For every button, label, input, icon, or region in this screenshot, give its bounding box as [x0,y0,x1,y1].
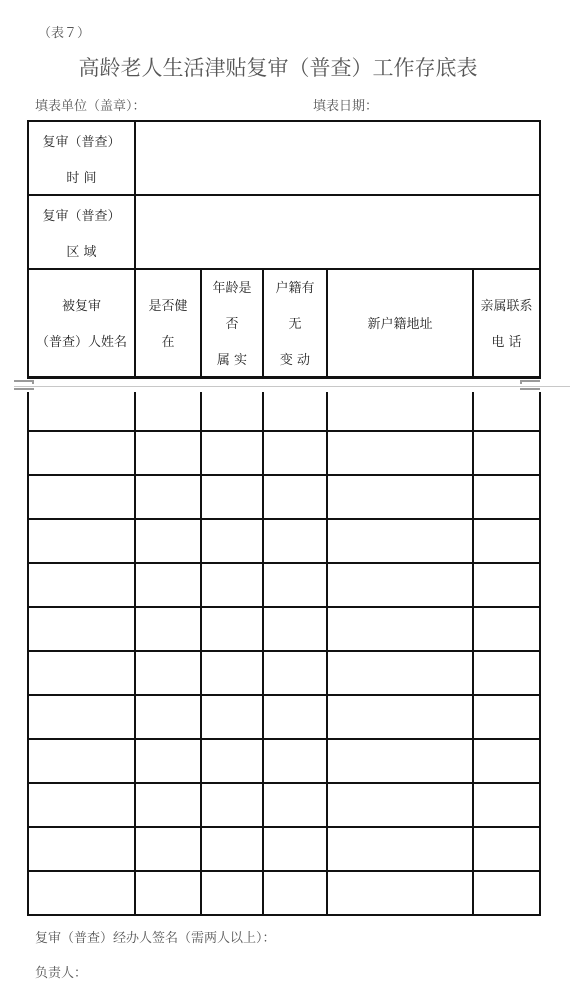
header-age-line2: 否 [225,317,239,332]
review-time-field[interactable] [136,122,539,194]
header-alive-line2: 在 [161,335,175,350]
header-new-address: 新户籍地址 [367,317,433,332]
form-table-header-section [27,120,541,379]
review-area-label-line1: 复审（普查） [42,209,121,224]
responsible-person-label: 负责人： [35,966,88,981]
table-row[interactable] [29,784,539,826]
header-household-line2: 无 [288,317,302,332]
form-table-body-section [27,392,541,916]
form-number-note: （表７） [38,26,91,41]
table-row[interactable] [29,652,539,694]
table-row[interactable] [29,476,539,518]
filling-unit-label: 填表单位（盖章）： [35,99,146,114]
table-row[interactable] [29,872,539,914]
table-row[interactable] [29,392,539,430]
header-age-line1: 年龄是 [212,281,252,296]
header-contact-line1: 亲属联系 [480,299,533,314]
review-time-label-line2: 时 间 [66,171,97,186]
table-row[interactable] [29,564,539,606]
page-corner-mark-left [14,380,34,390]
review-time-label-line1: 复审（普查） [42,135,121,150]
table-row[interactable] [29,608,539,650]
header-alive-line1: 是否健 [148,299,188,314]
signers-label: 复审（普查）经办人签名（需两人以上）： [35,931,276,946]
page-corner-mark-right [520,380,540,390]
header-household-line3: 变 动 [279,353,311,368]
table-row[interactable] [29,828,539,870]
review-area-label-line2: 区 域 [66,245,97,260]
header-name-line1: 被复审 [61,299,101,314]
header-contact-line2: 电 话 [491,335,522,350]
table-row[interactable] [29,520,539,562]
header-household-line1: 户籍有 [275,281,315,296]
header-age-line3: 属 实 [216,353,248,368]
header-name-line2: （普查）人姓名 [35,335,127,350]
document-title: 高龄老人生活津贴复审（普查）工作存底表 [78,56,478,80]
page-break-separator [0,382,570,390]
table-row[interactable] [29,740,539,782]
table-row[interactable] [29,432,539,474]
table-row[interactable] [29,696,539,738]
filling-date-label: 填表日期： [313,99,379,114]
review-area-field[interactable] [136,196,539,268]
